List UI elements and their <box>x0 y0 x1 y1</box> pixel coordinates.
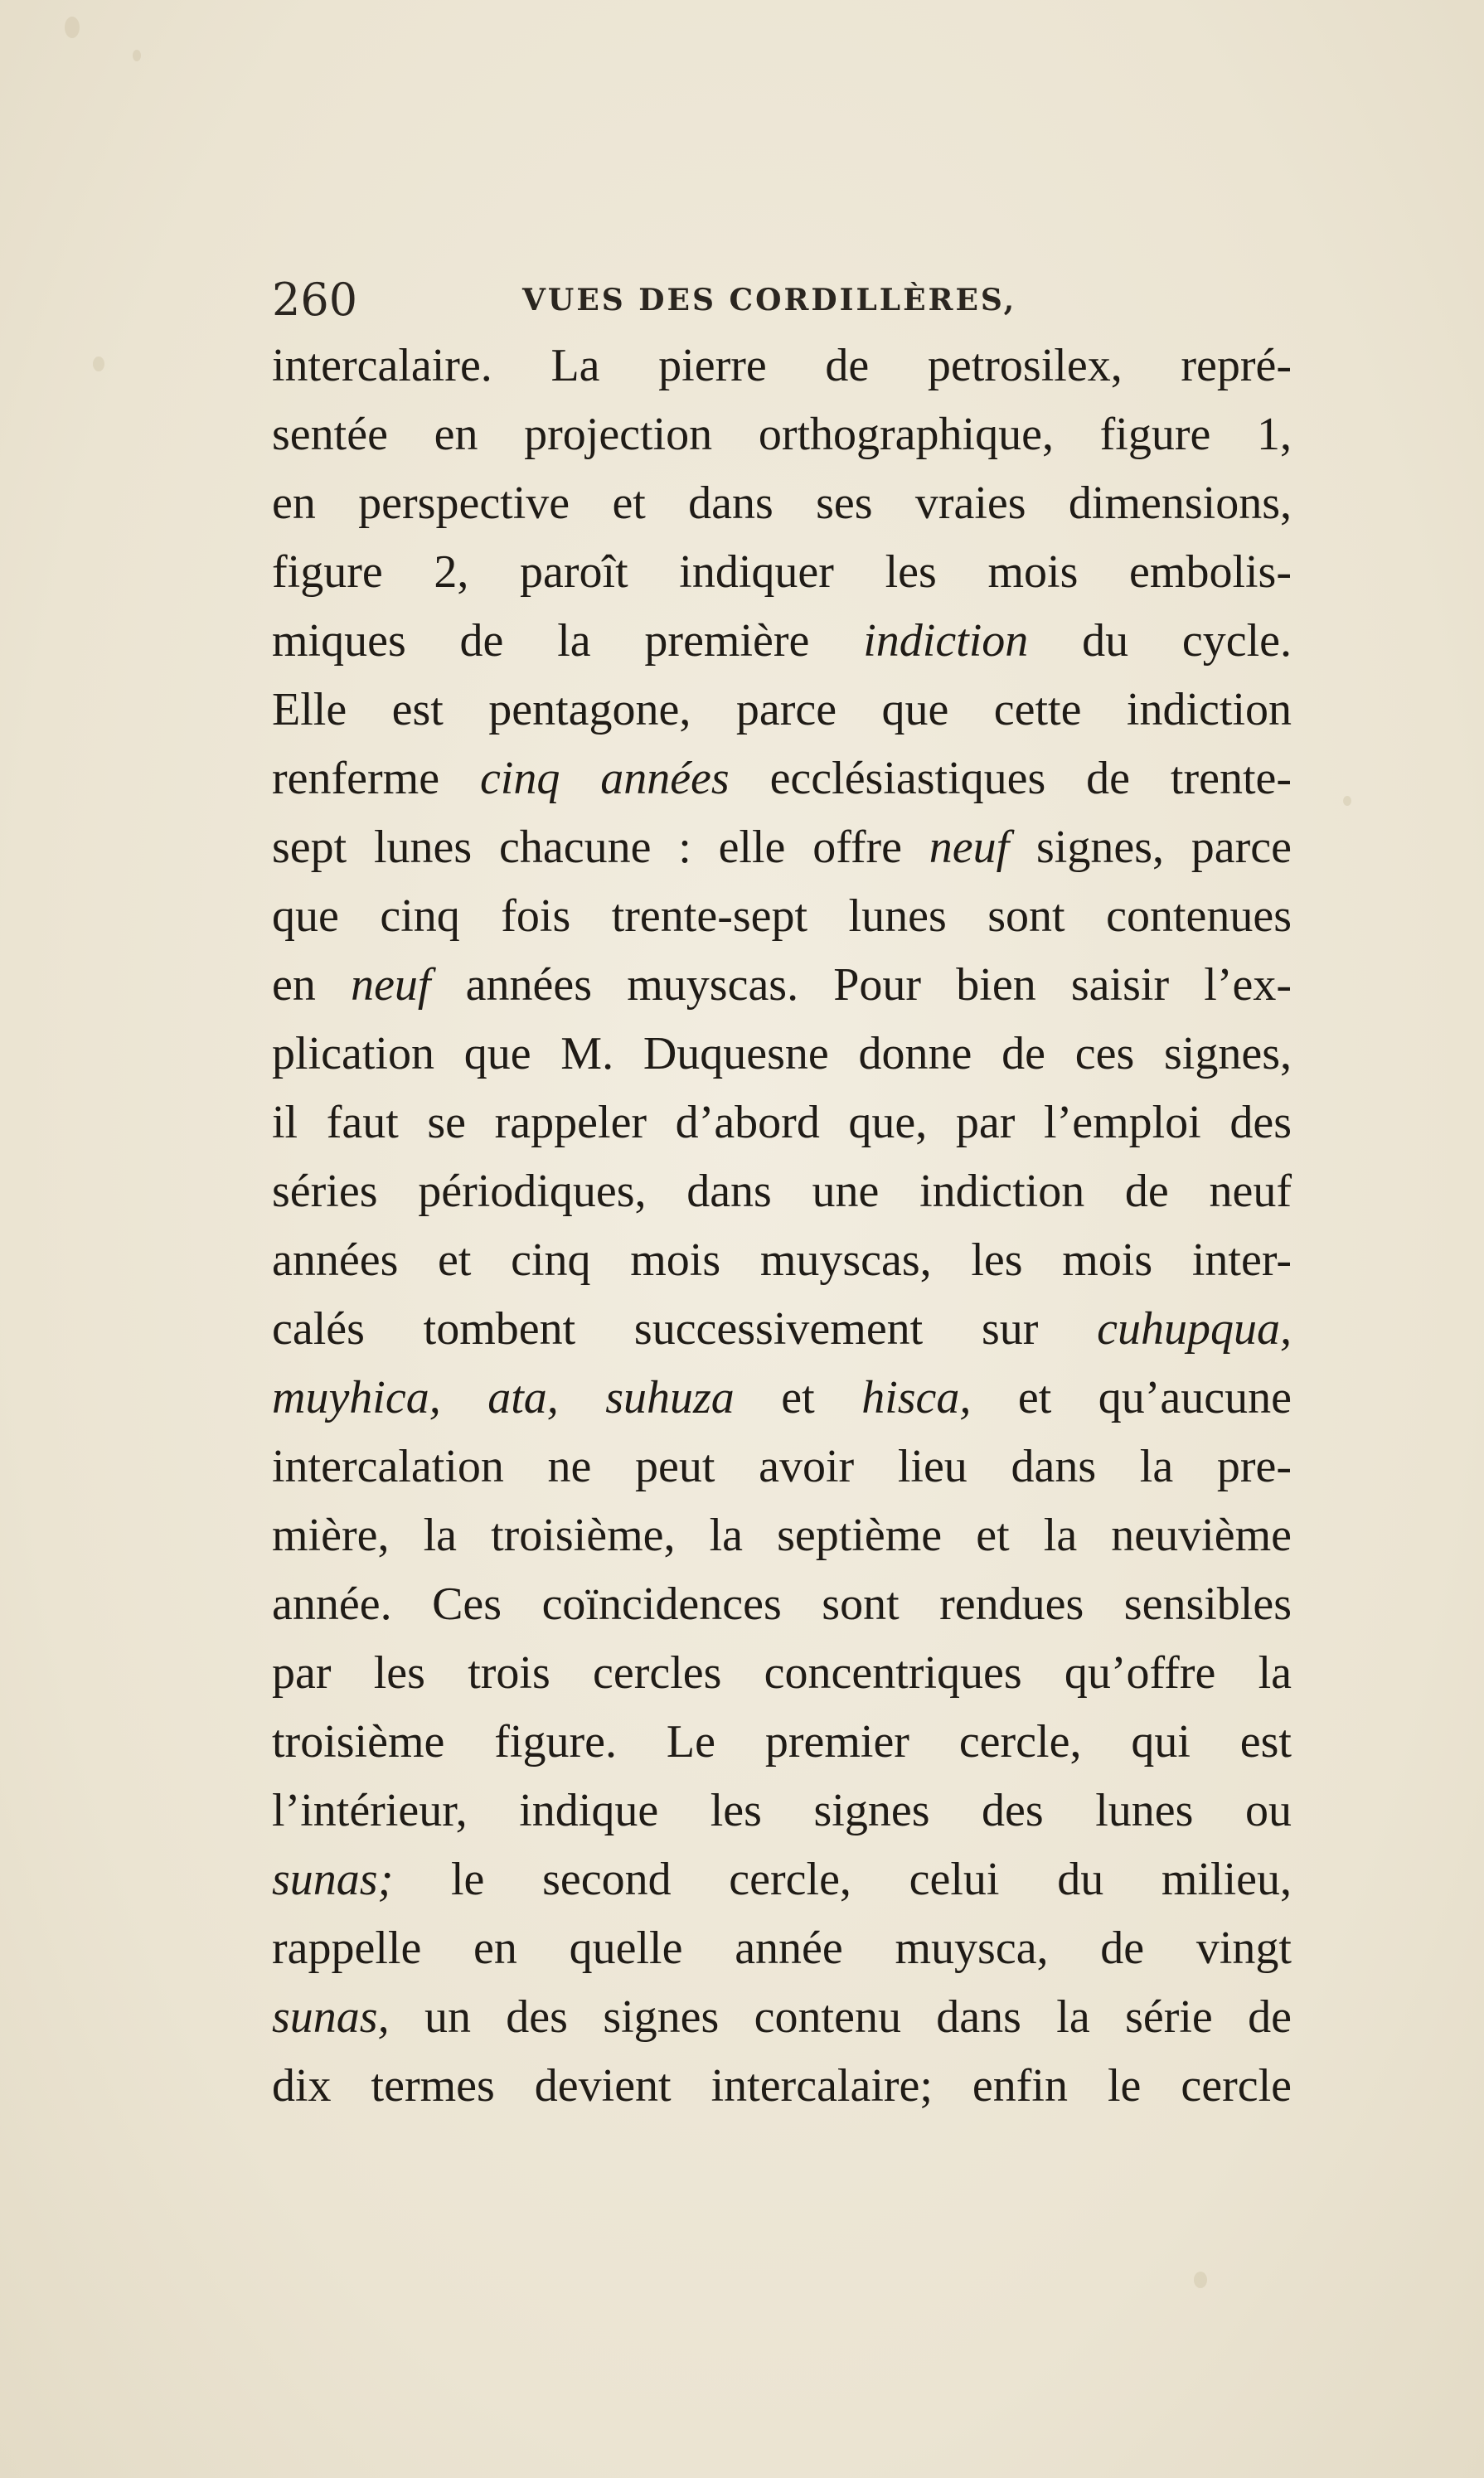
text-span: l’intérieur, indique les signes des lunes ou <box>272 1785 1292 1836</box>
text-line <box>272 1295 1292 1364</box>
text-span: ecclésiastiques de trente- <box>729 753 1292 804</box>
paper-stain <box>133 50 141 61</box>
text-line <box>272 1089 1292 1157</box>
text-line <box>272 676 1292 744</box>
italic-text: hisca, <box>861 1372 972 1423</box>
italic-text: sunas; <box>272 1854 394 1905</box>
italic-text: indiction <box>863 615 1029 667</box>
text-line <box>272 1433 1292 1501</box>
paper-stain <box>93 356 104 371</box>
text-span: plication que M. Duquesne donne de ces signes, <box>272 1028 1292 1079</box>
text-line <box>272 2052 1292 2121</box>
text-line <box>272 1914 1292 1983</box>
text-line <box>272 607 1292 676</box>
paper-stain <box>1343 796 1351 806</box>
text-line <box>272 1570 1292 1639</box>
paper-stain <box>65 17 80 38</box>
text-span: années et cinq mois muyscas, les mois inter- <box>272 1234 1292 1286</box>
text-span: en <box>272 959 352 1011</box>
text-span: intercalaire. La pierre de petrosilex, repré- <box>272 340 1292 391</box>
body-text <box>272 332 1292 2121</box>
text-span: sept lunes chacune : elle offre <box>272 822 929 873</box>
text-span: et qu’aucune <box>971 1372 1292 1423</box>
text-line <box>272 1639 1292 1708</box>
text-span: le second cercle, celui du milieu, <box>393 1854 1292 1905</box>
text-line <box>272 1157 1292 1226</box>
text-line <box>272 1983 1292 2052</box>
text-line <box>272 332 1292 400</box>
text-line <box>272 951 1292 1020</box>
text-line <box>272 813 1292 882</box>
text-span: et <box>734 1372 862 1423</box>
text-span: sentée en projection orthographique, figure 1, <box>272 409 1292 460</box>
text-line <box>272 1708 1292 1777</box>
italic-text: neuf <box>351 959 431 1011</box>
text-span: mière, la troisième, la septième et la neuvième <box>272 1510 1292 1561</box>
italic-text: cuhupqua, <box>1097 1303 1292 1355</box>
text-span: intercalation ne peut avoir lieu dans la pre- <box>272 1441 1292 1492</box>
text-span: que cinq fois trente-sept lunes sont contenues <box>272 890 1292 942</box>
text-line <box>272 882 1292 951</box>
text-span: du cycle. <box>1028 615 1292 667</box>
text-span: un des signes contenu dans la série de <box>389 1991 1292 2043</box>
text-span: Elle est pentagone, parce que cette indiction <box>272 684 1292 735</box>
text-line <box>272 1364 1292 1433</box>
italic-text: neuf <box>929 822 1010 873</box>
text-line <box>272 538 1292 607</box>
page-header <box>272 267 1184 333</box>
paper-stain <box>1194 2272 1207 2288</box>
text-span: renferme <box>272 753 480 804</box>
text-span: en perspective et dans ses vraies dimensions, <box>272 478 1292 529</box>
text-span: il faut se rappeler d’abord que, par l’emploi des <box>272 1097 1292 1148</box>
text-span: signes, parce <box>1009 822 1292 873</box>
text-line <box>272 469 1292 538</box>
text-line <box>272 1501 1292 1570</box>
text-span: dix termes devient intercalaire; enfin le cercle <box>272 2060 1292 2112</box>
text-line <box>272 1226 1292 1295</box>
text-span: miques de la première <box>272 615 864 667</box>
italic-text: sunas, <box>272 1991 390 2043</box>
page-number: 260 <box>272 274 358 326</box>
text-line <box>272 1020 1292 1089</box>
text-line <box>272 1777 1292 1845</box>
text-line <box>272 744 1292 813</box>
text-span: séries périodiques, dans une indiction de neuf <box>272 1166 1292 1217</box>
text-line <box>272 1845 1292 1914</box>
text-span: figure 2, paroît indiquer les mois embolis- <box>272 546 1292 598</box>
text-span: calés tombent successivement sur <box>272 1303 1098 1355</box>
italic-text: muyhica, ata, suhuza <box>272 1372 735 1423</box>
text-span: par les trois cercles concentriques qu’offre la <box>272 1647 1292 1699</box>
text-span: année. Ces coïncidences sont rendues sensibles <box>272 1578 1292 1630</box>
text-span: troisième figure. Le premier cercle, qui est <box>272 1716 1292 1768</box>
italic-text: cinq années <box>479 753 730 804</box>
text-span: rappelle en quelle année muysca, de vingt <box>272 1923 1292 1974</box>
running-title: VUES DES CORDILLÈRES, <box>522 283 1017 318</box>
text-line <box>272 400 1292 469</box>
text-span: années muyscas. Pour bien saisir l’ex- <box>430 959 1292 1011</box>
